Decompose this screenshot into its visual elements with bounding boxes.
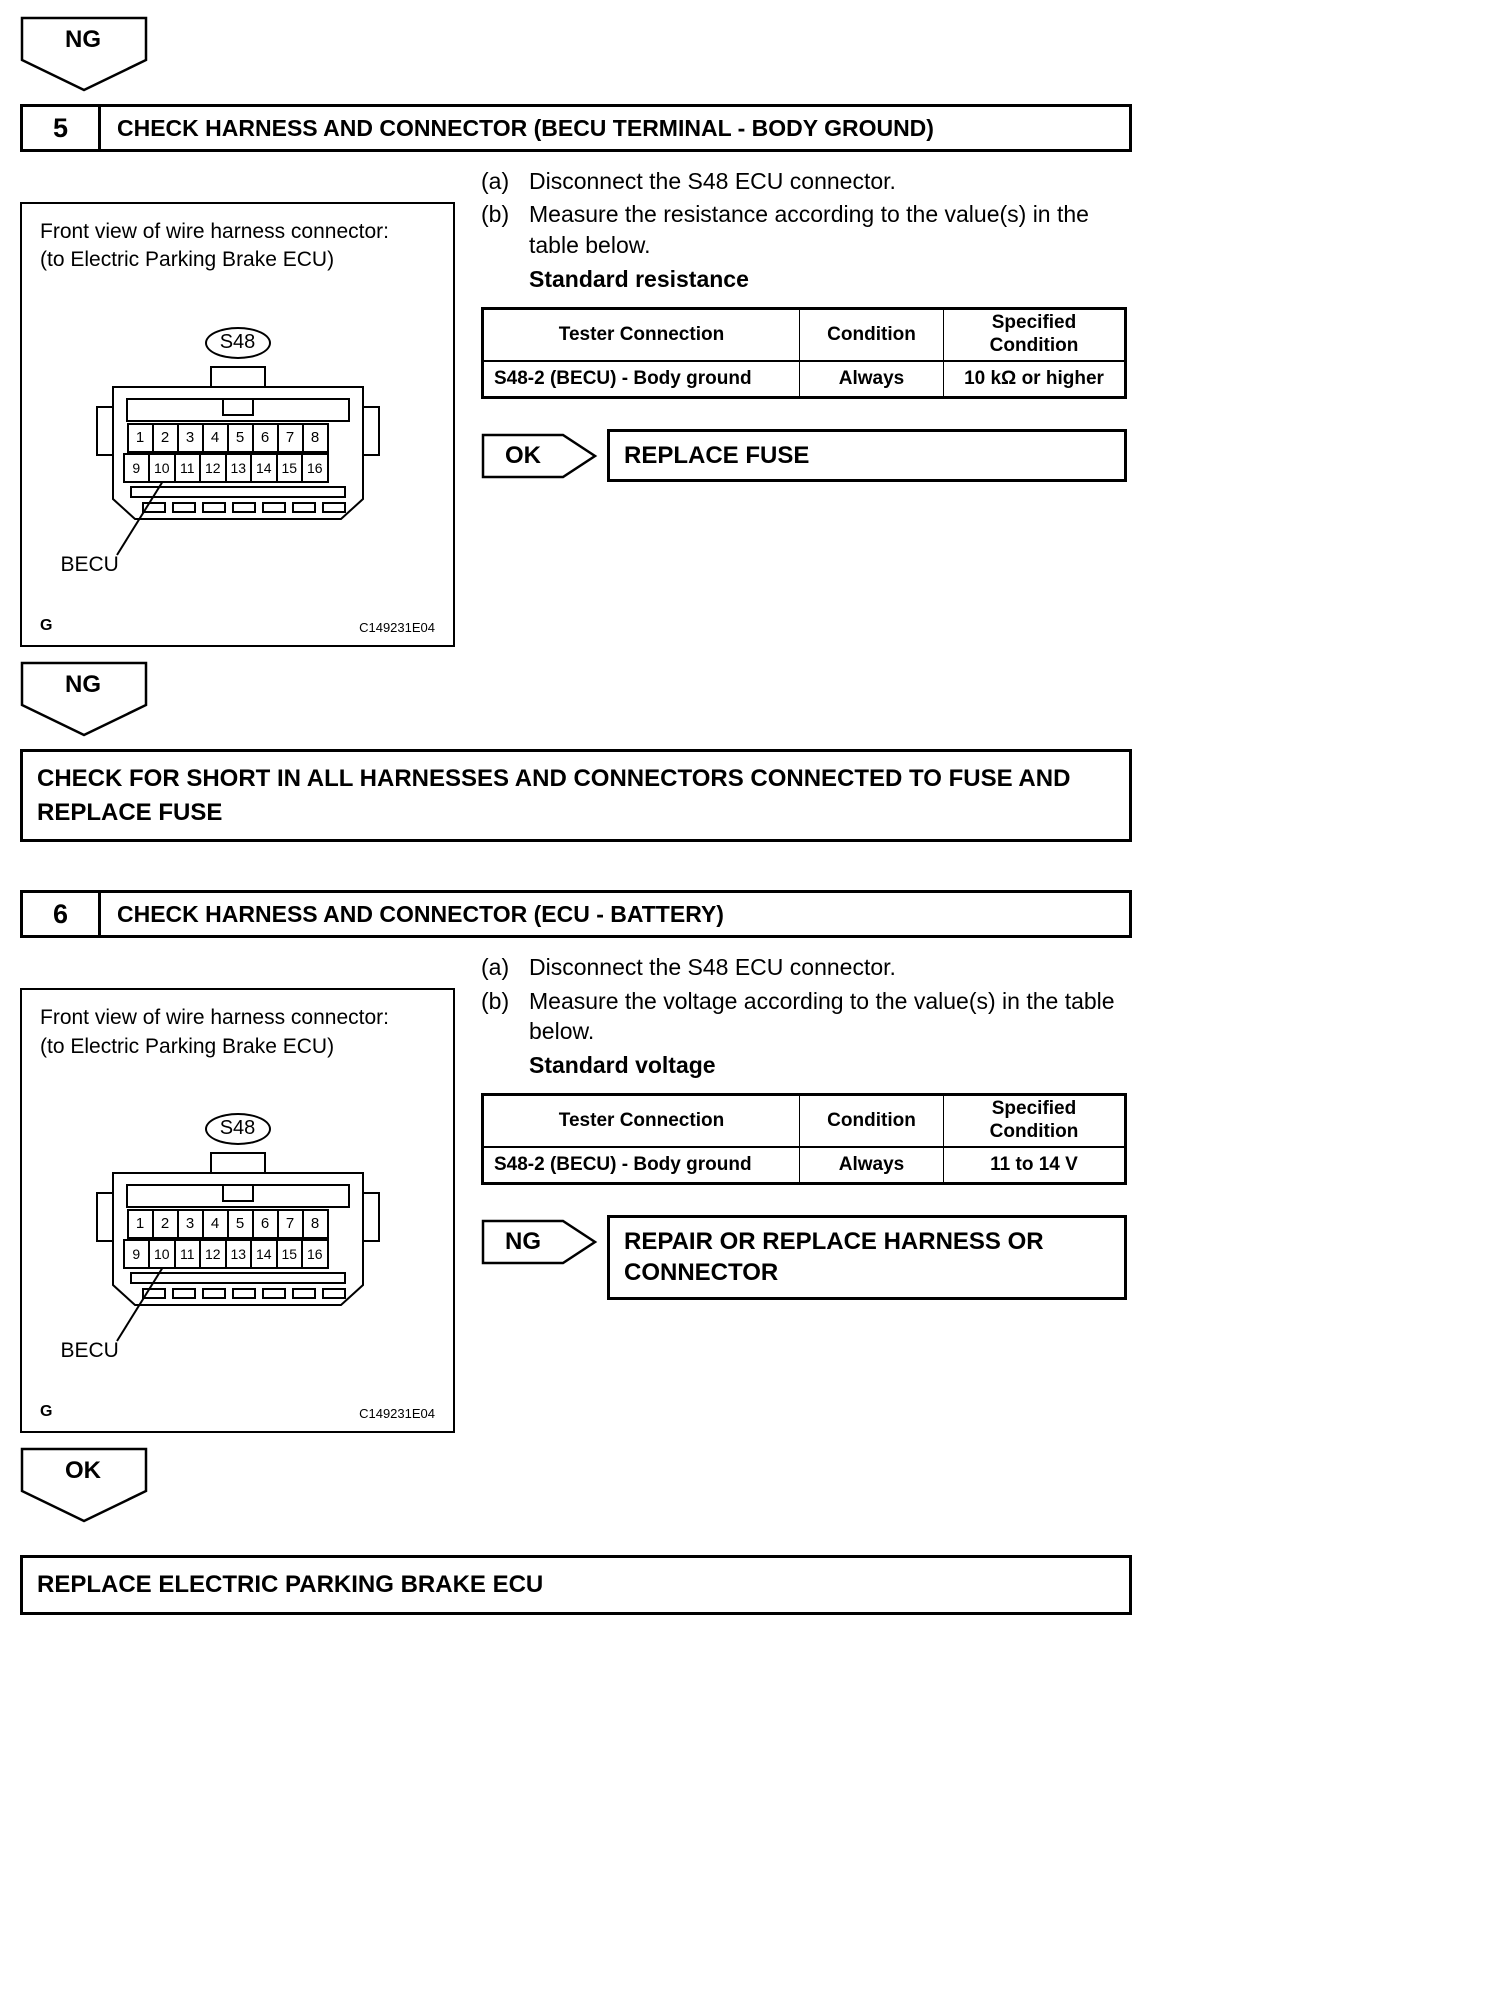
step6-body: [20, 952, 1132, 1433]
instruction-label: (b): [481, 987, 510, 1014]
table-cell-specified-condition: 10 kΩ or higher: [964, 368, 1104, 390]
step6-header: [20, 890, 1132, 938]
flag-ng-mid: [20, 661, 150, 739]
step6-result: [481, 1215, 1127, 1299]
table-header-condition: Condition: [800, 1096, 944, 1148]
pin-cell: 11: [174, 1239, 202, 1269]
connector-assembly: [60, 327, 393, 593]
ng-arrow: [481, 1219, 599, 1265]
result-flag-label: NG: [505, 1228, 541, 1256]
step5-title: CHECK HARNESS AND CONNECTOR (BECU TERMINAL - BODY GROUND): [117, 114, 934, 141]
pin-cell: 3: [177, 1209, 204, 1239]
pin-grid-row2: [123, 453, 329, 483]
pin-grid-row2: [123, 1239, 329, 1269]
connector-diagram: [60, 1149, 393, 1379]
figure-code: C149231E04: [359, 1406, 435, 1422]
table-header-specified-condition: Specified Condition: [944, 1096, 1124, 1148]
pin-cell: 6: [252, 1209, 279, 1239]
instruction-a: [481, 952, 1127, 982]
becu-label: BECU: [60, 1338, 119, 1362]
instruction-b: [481, 986, 1127, 1047]
pin-cell: 2: [152, 1209, 179, 1239]
pin-cell: 1: [127, 423, 154, 453]
instruction-text: Disconnect the S48 ECU connector.: [529, 954, 896, 981]
pin-cell: 8: [302, 1209, 329, 1239]
pin-cell: 13: [225, 453, 253, 483]
step6-action-box: [607, 1215, 1127, 1299]
table-cell-tester-connection: S48-2 (BECU) - Body ground: [484, 362, 800, 396]
figure-footer: [40, 617, 435, 635]
step5-header: [20, 104, 1132, 152]
result-flag-label: OK: [505, 442, 541, 470]
pin-cell: 8: [302, 423, 329, 453]
pin-cell: 10: [148, 1239, 176, 1269]
pin-cell: 9: [123, 1239, 151, 1269]
connector-id-label: S48: [205, 1113, 271, 1145]
table-cell-condition: Always: [800, 1148, 944, 1182]
instruction-label: (a): [481, 954, 510, 981]
table-header-specified-condition: Specified Condition: [944, 310, 1124, 362]
step5-number: 5: [23, 107, 101, 149]
pin-cell: 16: [301, 1239, 329, 1269]
pin-cell: 7: [277, 1209, 304, 1239]
final-action-box: REPLACE ELECTRIC PARKING BRAKE ECU: [20, 1555, 1132, 1615]
pin-cell: 9: [123, 453, 151, 483]
pin-grid-row1: [127, 423, 329, 453]
table-header-tester-connection: Tester Connection: [484, 310, 800, 362]
pin-cell: 4: [202, 1209, 229, 1239]
figure-caption-line1: Front view of wire harness connector:: [40, 1006, 389, 1030]
step6-number: 6: [23, 893, 101, 935]
pin-cell: 10: [148, 453, 176, 483]
table-cell-specified-condition: 11 to 14 V: [990, 1154, 1078, 1176]
flag-ng-top: [20, 16, 150, 94]
pin-cell: 6: [252, 423, 279, 453]
pin-cell: 15: [276, 453, 304, 483]
pin-cell: 4: [202, 423, 229, 453]
connector-diagram: [60, 363, 393, 593]
figure-caption-line2: (to Electric Parking Brake ECU): [40, 1034, 335, 1058]
table-cell-tester-connection: S48-2 (BECU) - Body ground: [484, 1148, 800, 1182]
instruction-b: [481, 199, 1127, 260]
figure-caption-line1: Front view of wire harness connector:: [40, 220, 389, 243]
figure-caption-line2: (to Electric Parking Brake ECU): [40, 248, 335, 272]
figure-corner-label: G: [40, 617, 53, 634]
resistance-table: [481, 307, 1127, 399]
step5-instructions: [481, 166, 1127, 482]
becu-label: BECU: [60, 552, 119, 576]
pin-cell: 16: [301, 453, 329, 483]
ok-arrow: [481, 433, 599, 479]
flag-label: OK: [65, 1457, 101, 1485]
figure-footer: [40, 1403, 435, 1421]
pin-cell: 2: [152, 423, 179, 453]
pin-cell: 14: [250, 1239, 278, 1269]
action-text: REPAIR OR REPLACE HARNESS OR CONNECTOR: [624, 1228, 1044, 1287]
figure-caption: [40, 1004, 435, 1061]
pin-cell: 11: [174, 453, 202, 483]
instruction-label: (a): [481, 168, 510, 194]
step6-title: CHECK HARNESS AND CONNECTOR (ECU - BATTERY): [117, 900, 724, 927]
figure-box-step5: [20, 202, 455, 647]
pin-cell: 12: [199, 1239, 227, 1269]
pin-grid-row1: [127, 1209, 329, 1239]
figure-box-step6: [20, 988, 455, 1433]
connector-id-label: S48: [205, 327, 271, 359]
figure-caption: [40, 218, 435, 275]
pin-cell: 13: [225, 1239, 253, 1269]
step5-body: [20, 166, 1132, 647]
pin-cell: 3: [177, 423, 204, 453]
flag-label: NG: [65, 671, 101, 698]
instruction-text: Measure the voltage according to the value(s) in the table below.: [529, 987, 1115, 1044]
step6-instructions: [481, 952, 1127, 1299]
figure-code: C149231E04: [359, 620, 435, 635]
instruction-text: Measure the resistance according to the value(s) in the table below.: [529, 201, 1089, 258]
table-header-condition: Condition: [800, 310, 944, 362]
pin-cell: 15: [276, 1239, 304, 1269]
pin-cell: 7: [277, 423, 304, 453]
table-header-tester-connection: Tester Connection: [484, 1096, 800, 1148]
pin-cell: 5: [227, 423, 254, 453]
check-short-action-box: CHECK FOR SHORT IN ALL HARNESSES AND CONNECTORS CONNECTED TO FUSE AND REPLACE FUSE: [20, 749, 1132, 842]
instruction-a: [481, 166, 1127, 196]
pin-cell: 14: [250, 453, 278, 483]
action-text: REPLACE FUSE: [624, 442, 810, 470]
figure-corner-label: G: [40, 1403, 53, 1421]
instruction-text: Disconnect the S48 ECU connector.: [529, 168, 896, 194]
voltage-table: [481, 1093, 1127, 1185]
step5-result: [481, 429, 1127, 482]
pin-cell: 12: [199, 453, 227, 483]
pin-cell: 5: [227, 1209, 254, 1239]
connector-assembly: [60, 1113, 393, 1379]
flag-ok-bottom: [20, 1447, 150, 1525]
table-cell-condition: Always: [800, 362, 944, 396]
step5-action-box: [607, 429, 1127, 482]
instruction-label: (b): [481, 201, 510, 228]
standard-voltage-label: Standard voltage: [529, 1052, 716, 1079]
pin-cell: 1: [127, 1209, 154, 1239]
standard-resistance-label: Standard resistance: [529, 266, 749, 293]
flag-label: NG: [65, 26, 101, 53]
